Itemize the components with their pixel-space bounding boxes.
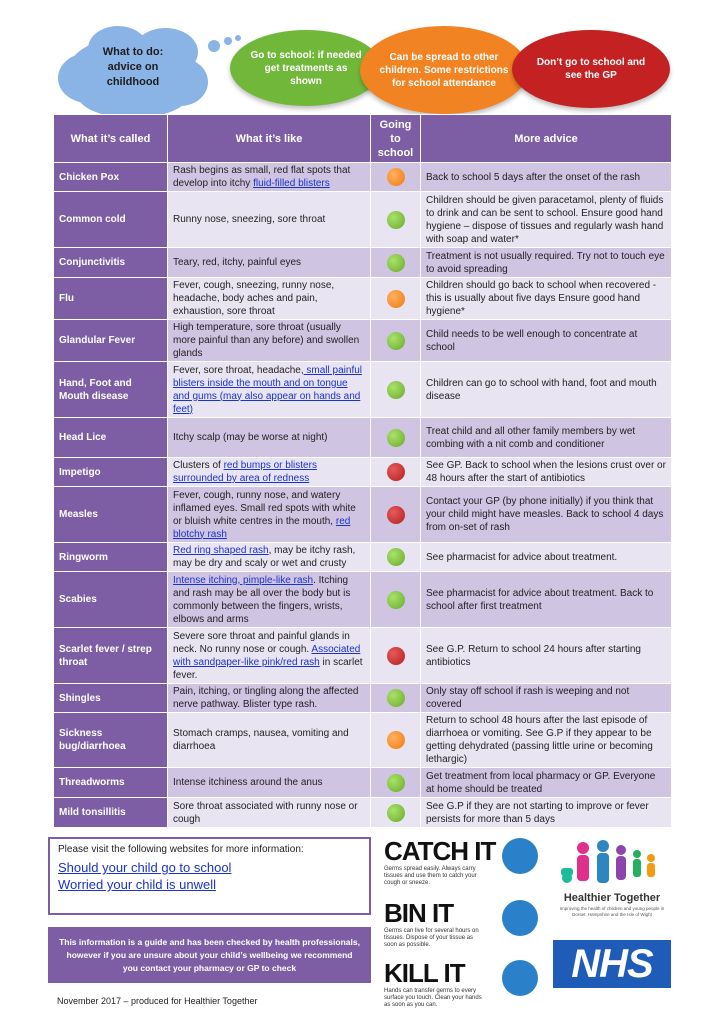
status-green-icon: [387, 689, 405, 707]
illness-advice: See pharmacist for advice about treatment. Back to school after first treatment: [421, 572, 672, 628]
illness-name: Sickness bug/diarrhoea: [54, 713, 168, 768]
slogan-bin-it: [384, 900, 544, 949]
description-text: Fever, sore throat, headache,: [173, 364, 304, 376]
school-status: [371, 798, 421, 828]
status-orange-icon: [387, 168, 405, 186]
illness-description: [168, 798, 371, 828]
cloud-dot: [235, 35, 241, 41]
table-row: [54, 684, 672, 713]
status-orange-icon: [387, 290, 405, 308]
description-text: Intense itchiness around the anus: [173, 777, 323, 788]
illness-description: [168, 713, 371, 768]
slogan-title: BIN IT: [384, 898, 454, 928]
header-like: What it’s like: [168, 115, 371, 163]
description-text: High temperature, sore throat (usually more painful than any before) and swollen glands: [173, 322, 360, 359]
table-row: [54, 543, 672, 572]
table-header-row: [54, 115, 672, 163]
slogan-title: CATCH IT: [384, 836, 496, 866]
illness-advice: See G.P if they are not starting to improve or fever persists for more than 5 days: [421, 798, 672, 828]
table-row: [54, 458, 672, 487]
status-green-icon: [387, 211, 405, 229]
illness-description: [168, 543, 371, 572]
table-row: [54, 278, 672, 320]
description-text: Fever, cough, sneezing, runny nose, headache, body aches and pain, exhaustion, sore throat: [173, 280, 335, 317]
symptom-link[interactable]: red blotchy rash: [173, 515, 351, 540]
illness-description: [168, 768, 371, 798]
status-green-icon: [387, 804, 405, 822]
symptom-link[interactable]: Red ring shaped rash: [173, 545, 269, 556]
legend-green: Go to school: if needed get treatments as shown: [230, 30, 382, 106]
school-status: [371, 713, 421, 768]
footnote-date: November 2017 – produced for Healthier Together: [57, 996, 258, 1006]
table-row: [54, 572, 672, 628]
illness-advice: See pharmacist for advice about treatment.: [421, 543, 672, 572]
table-row: [54, 713, 672, 768]
status-green-icon: [387, 429, 405, 447]
description-text: Itchy scalp (may be worse at night): [173, 432, 328, 443]
table-row: [54, 628, 672, 684]
illness-name: Common cold: [54, 192, 168, 248]
school-status: [371, 418, 421, 458]
illness-description: [168, 278, 371, 320]
description-text: . Itching and rash may be all over the body but is commonly between the fingers, wrists, elbows and arms: [173, 574, 351, 625]
bin-icon: [502, 900, 538, 936]
symptom-link[interactable]: small painful blisters inside the mouth and on tongue and gums (may also appear on hands and feet): [173, 364, 362, 415]
illness-description: [168, 458, 371, 487]
school-status: [371, 543, 421, 572]
illness-advice: Get treatment from local pharmacy or GP. Everyone at home should be treated: [421, 768, 672, 798]
illness-description: [168, 192, 371, 248]
illness-advice: Treatment is not usually required. Try not to touch eye to avoid spreading: [421, 248, 672, 278]
header-going: Going to school: [371, 115, 421, 163]
illness-description: [168, 487, 371, 543]
nhs-logo: NHS: [553, 940, 671, 988]
school-status: [371, 768, 421, 798]
status-green-icon: [387, 548, 405, 566]
slogan-text: Hands can transfer germs to every surface you touch. Clean your hands as soon as you can.: [384, 988, 482, 1008]
symptom-link[interactable]: red bumps or blisters surrounded by area of redness: [173, 460, 317, 484]
healthier-together-logo: [553, 838, 671, 918]
disclaimer: This information is a guide and has been checked by health professionals, however if you are unsure about your child’s wellbeing we recommend you contact your pharmacy or GP to check: [48, 927, 371, 983]
header-advice: More advice: [421, 115, 672, 163]
status-green-icon: [387, 774, 405, 792]
illness-advice: Treat child and all other family members by wet combing with a nit comb and conditioner: [421, 418, 672, 458]
handwash-icon: [502, 960, 538, 996]
school-status: [371, 278, 421, 320]
illness-name: Flu: [54, 278, 168, 320]
illness-table: [53, 114, 672, 828]
legend-red: Don’t go to school and see the GP: [512, 30, 670, 108]
description-text: Sore throat associated with runny nose or cough: [173, 800, 358, 825]
illness-name: Shingles: [54, 684, 168, 713]
illness-advice: Return to school 48 hours after the last episode of diarrhoea or vomiting. See G.P if they appear to be getting dehydrated (passing little urine or becoming lethargic): [421, 713, 672, 768]
status-red-icon: [387, 506, 405, 524]
symptom-link[interactable]: fluid-filled blisters: [253, 178, 330, 189]
description-text: Fever, cough, runny nose, and watery inflamed eyes. Small red spots with white or bluish white centres in the mouth,: [173, 489, 356, 527]
ht-title: Healthier Together: [563, 892, 661, 904]
slogan-text: Germs can live for several hours on tissues. Dispose of your tissue as soon as possible.: [384, 928, 479, 948]
status-red-icon: [387, 647, 405, 665]
illness-name: Scarlet fever / strep throat: [54, 628, 168, 684]
info-box: [48, 837, 371, 915]
cloud-dot: [224, 37, 232, 45]
school-status: [371, 684, 421, 713]
cloud-title: What to do:: [102, 45, 164, 58]
illness-name: Ringworm: [54, 543, 168, 572]
school-status: [371, 628, 421, 684]
description-text: Severe sore throat and painful glands in neck. No runny nose or cough.: [173, 630, 350, 655]
family-icon: [553, 838, 671, 892]
illness-advice: Child needs to be well enough to concentrate at school: [421, 320, 672, 362]
link-child-unwell[interactable]: Worried your child is unwell: [58, 877, 216, 892]
status-green-icon: [387, 381, 405, 399]
illness-description: [168, 418, 371, 458]
illness-name: Hand, Foot and Mouth disease: [54, 362, 168, 418]
illness-name: Mild tonsillitis: [54, 798, 168, 828]
info-intro: Please visit the following websites for more information:: [58, 844, 304, 855]
slogan-catch-it: [384, 838, 544, 887]
school-status: [371, 572, 421, 628]
header-name: What it’s called: [54, 115, 168, 163]
table-row: [54, 418, 672, 458]
legend-orange: Can be spread to other children. Some restrictions for school attendance: [360, 26, 528, 114]
illness-name: Measles: [54, 487, 168, 543]
illness-name: Conjunctivitis: [54, 248, 168, 278]
school-status: [371, 458, 421, 487]
illness-name: Glandular Fever: [54, 320, 168, 362]
status-green-icon: [387, 332, 405, 350]
table-row: [54, 362, 672, 418]
description-text: Rash begins as small, red flat spots that develop into itchy: [173, 165, 351, 189]
cloud-dot: [208, 40, 220, 52]
symptom-link[interactable]: Associated with sandpaper-like pink/red rash: [173, 643, 361, 668]
illness-description: [168, 320, 371, 362]
header-cloud: [58, 18, 208, 128]
description-text: , may be itchy rash, may be dry and scaly or wet and crusty: [173, 545, 356, 569]
illness-name: Impetigo: [54, 458, 168, 487]
status-red-icon: [387, 463, 405, 481]
table-row: [54, 768, 672, 798]
slogan-title: KILL IT: [384, 958, 465, 988]
illness-name: Chicken Pox: [54, 163, 168, 192]
illness-description: [168, 684, 371, 713]
illness-advice: See GP. Back to school when the lesions crust over or 48 hours after the start of antibiotics: [421, 458, 672, 487]
description-text: Pain, itching, or tingling along the affected nerve pathway. Blister type rash.: [173, 686, 359, 710]
illness-name: Threadworms: [54, 768, 168, 798]
table-row: [54, 248, 672, 278]
illness-advice: See G.P. Return to school 24 hours after starting antibiotics: [421, 628, 672, 684]
description-text: Teary, red, itchy, painful eyes: [173, 257, 302, 268]
ht-tagline: Improving the health of children and young people in Dorset, Hampshire and the Isle of Wight: [559, 906, 665, 917]
school-status: [371, 163, 421, 192]
illness-description: [168, 163, 371, 192]
description-text: Runny nose, sneezing, sore throat: [173, 214, 326, 225]
illness-description: [168, 572, 371, 628]
illness-description: [168, 628, 371, 684]
illness-name: Head Lice: [54, 418, 168, 458]
illness-advice: Children should be given paracetamol, plenty of fluids to drink and can be sent to school. Ensure good hand hygiene – dispose of tissues and regularly wash hand with soap and water*: [421, 192, 672, 248]
illness-advice: Back to school 5 days after the onset of the rash: [421, 163, 672, 192]
link-go-to-school[interactable]: Should your child go to school: [58, 860, 232, 875]
table-row: [54, 798, 672, 828]
cloud-line3: childhood: [106, 75, 160, 88]
illness-advice: Only stay off school if rash is weeping and not covered: [421, 684, 672, 713]
illness-advice: Children can go to school with hand, foot and mouth disease: [421, 362, 672, 418]
description-text: in scarlet fever.: [173, 656, 363, 681]
symptom-link[interactable]: Intense itching, pimple-like rash: [173, 574, 314, 586]
status-green-icon: [387, 254, 405, 272]
illness-advice: Contact your GP (by phone initially) if you think that your child might have measles. Back to school 4 days from on-set of rash: [421, 487, 672, 543]
table-row: [54, 487, 672, 543]
illness-description: [168, 362, 371, 418]
description-text: Clusters of: [173, 460, 224, 471]
status-orange-icon: [387, 731, 405, 749]
school-status: [371, 320, 421, 362]
slogan-text: Germs spread easily. Always carry tissues and use them to catch your cough or sneeze.: [384, 866, 477, 886]
slogan-kill-it: [384, 960, 544, 1009]
illness-name: Scabies: [54, 572, 168, 628]
sneeze-icon: [502, 838, 538, 874]
table-row: [54, 192, 672, 248]
table-row: [54, 320, 672, 362]
school-status: [371, 192, 421, 248]
school-status: [371, 248, 421, 278]
cloud-line2: advice on: [107, 60, 159, 73]
description-text: Stomach cramps, nausea, vomiting and diarrhoea: [173, 728, 349, 752]
status-green-icon: [387, 591, 405, 609]
school-status: [371, 487, 421, 543]
illness-description: [168, 248, 371, 278]
school-status: [371, 362, 421, 418]
table-row: [54, 163, 672, 192]
illness-advice: Children should go back to school when recovered - this is usually about five days Ensure good hand hygiene*: [421, 278, 672, 320]
